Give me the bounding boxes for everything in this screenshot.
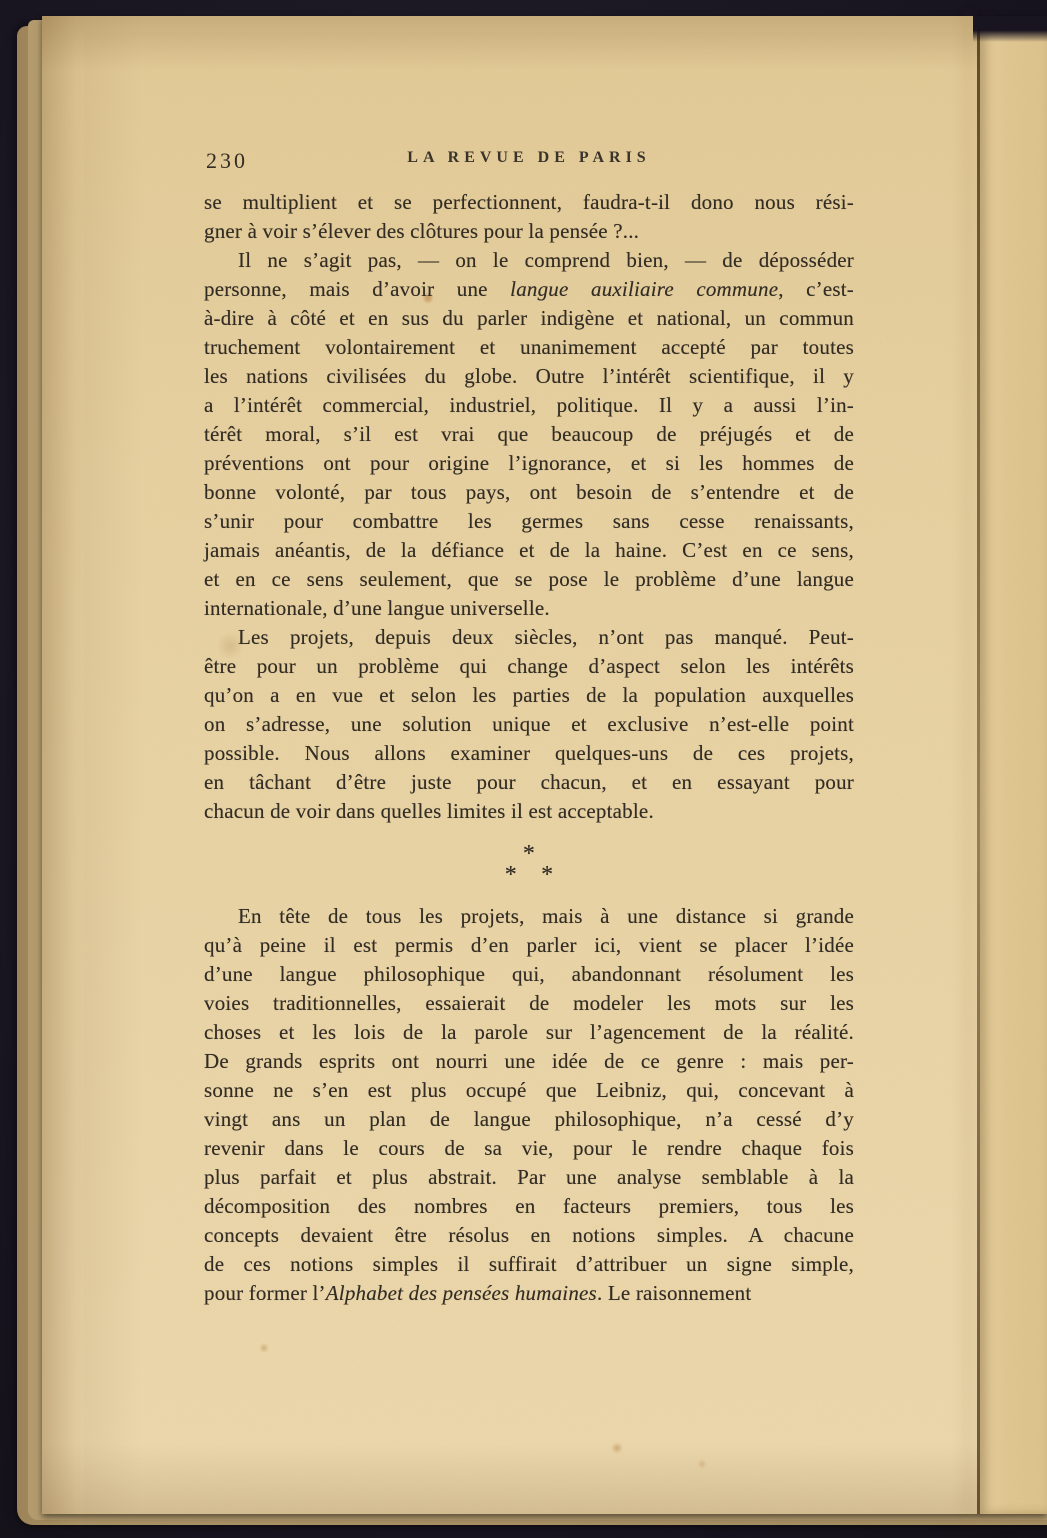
text-line: De grands esprits ont nourri une idée de ce genre : mais per- <box>204 1049 854 1073</box>
text-line: qu’à peine il est permis d’en parler ici, vient se placer l’idée <box>204 933 854 957</box>
text-line: gner à voir s’élever des clôtures pour la pensée ?... <box>204 219 640 243</box>
text-line: truchement volontairement et unanimement accepté par toutes <box>204 335 854 359</box>
text-line: concepts devaient être résolus en notions simples. A chacune <box>204 1223 854 1247</box>
text-line: d’une langue philosophique qui, abandonnant résolument les <box>204 962 854 986</box>
paragraph <box>204 623 854 826</box>
text-line: préventions ont pour origine l’ignorance, et si les hommes de <box>204 451 854 475</box>
body-text <box>204 188 854 1308</box>
adjacent-page-edge <box>980 16 1047 1514</box>
text-line: bonne volonté, par tous pays, ont besoin de s’entendre et de <box>204 480 854 504</box>
text-line: internationale, d’une langue universelle. <box>204 596 550 620</box>
paragraph <box>204 188 854 246</box>
text-line: sonne ne s’en est plus occupé que Leibniz, qui, concevant à <box>204 1078 854 1102</box>
paragraph <box>204 246 854 623</box>
text-line: revenir dans le cours de sa vie, pour le rendre chaque fois <box>204 1136 854 1160</box>
text-line: s’unir pour combattre les germes sans cesse renaissants, <box>204 509 854 533</box>
text-line: Les projets, depuis deux siècles, n’ont pas manqué. Peut- <box>238 625 854 649</box>
text-line: les nations civilisées du globe. Outre l’intérêt scientifique, il y <box>204 364 854 388</box>
text-line: personne, mais d’avoir une langue auxiliaire commune, c’est- <box>204 277 854 301</box>
text-line: térêt moral, s’il est vrai que beaucoup de préjugés et de <box>204 422 854 446</box>
section-divider-asterism: * * * <box>504 841 554 888</box>
paragraph <box>204 902 854 1308</box>
text-line: en tâchant d’être juste pour chacun, et en essayant pour <box>204 770 854 794</box>
text-line: possible. Nous allons examiner quelques-uns de ces projets, <box>204 741 854 765</box>
text-block <box>204 146 854 1308</box>
text-line: pour former l’Alphabet des pensées humaines. Le raisonnement <box>204 1281 752 1305</box>
corner-shadow <box>973 16 1047 42</box>
text-line: Il ne s’agit pas, — on le comprend bien, — de déposséder <box>238 248 854 272</box>
text-line: vingt ans un plan de langue philosophique, n’a cessé d’y <box>204 1107 854 1131</box>
book-page <box>42 16 1047 1514</box>
text-line: qu’on a en vue et selon les parties de la population auxquelles <box>204 683 854 707</box>
text-line: En tête de tous les projets, mais à une distance si grande <box>238 904 854 928</box>
text-line: être pour un problème qui change d’aspect selon les intérêts <box>204 654 854 678</box>
text-line: et en ce sens seulement, que se pose le problème d’une langue <box>204 567 854 591</box>
text-line: plus parfait et plus abstrait. Par une analyse semblable à la <box>204 1165 854 1189</box>
text-line: on s’adresse, une solution unique et exclusive n’est-elle point <box>204 712 854 736</box>
text-line: choses et les lois de la parole sur l’agencement de la réalité. <box>204 1020 854 1044</box>
text-line: de ces notions simples il suffirait d’attribuer un signe simple, <box>204 1252 854 1276</box>
page-header <box>204 146 854 174</box>
page-number: 230 <box>206 148 248 173</box>
text-line: jamais anéantis, de la défiance et de la haine. C’est en ce sens, <box>204 538 854 562</box>
text-line: a l’intérêt commercial, industriel, politique. Il y a aussi l’in- <box>204 393 854 417</box>
text-line: se multiplient et se perfectionnent, faudra-t-il dono nous rési- <box>204 190 854 214</box>
text-line: à-dire à côté et en sus du parler indigène et national, un commun <box>204 306 854 330</box>
text-line: voies traditionnelles, essaierait de modeler les mots sur les <box>204 991 854 1015</box>
text-line: chacun de voir dans quelles limites il est acceptable. <box>204 799 654 823</box>
text-line: décomposition des nombres en facteurs premiers, tous les <box>204 1194 854 1218</box>
running-title: LA REVUE DE PARIS <box>407 149 651 166</box>
